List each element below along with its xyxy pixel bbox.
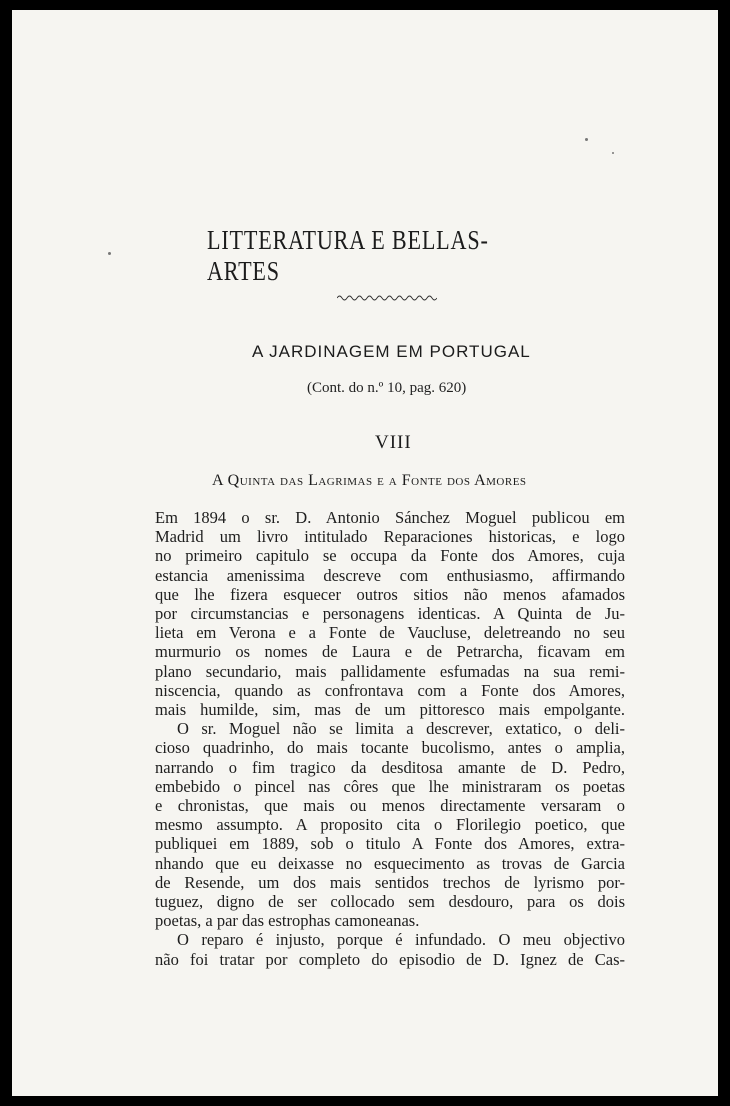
body-line: estancia amenissima descreve com enthusiasmo, affirmando — [155, 565, 625, 585]
body-line: mesmo assumpto. A proposito cita o Florilegio poetico, que — [155, 815, 625, 835]
chapter-number: VIII — [375, 432, 412, 453]
body-line: O reparo é injusto, porque é infundado. O meu objectivo — [177, 930, 625, 950]
body-line: não foi tratar por completo do episodio de D. Ignez de Cas- — [155, 949, 625, 969]
chapter-subtitle: A Quinta das Lagrimas e a Fonte dos Amores — [212, 472, 527, 489]
body-text — [155, 508, 625, 969]
body-line: embebido o pincel nas côres que lhe ministraram os poetas — [155, 776, 625, 796]
body-line: e chronistas, que mais ou menos directamente versaram o — [155, 796, 625, 816]
body-line: narrando o fim tragico da desditosa amante de D. Pedro, — [155, 757, 625, 777]
body-line: no primeiro capitulo se occupa da Fonte dos Amores, cuja — [155, 546, 625, 566]
scanned-page — [12, 10, 718, 1096]
body-line: mais humilde, sim, mas de um pittoresco mais empolgante. — [155, 700, 625, 720]
body-line: O sr. Moguel não se limita a descrever, extatico, o deli- — [177, 719, 625, 739]
body-line: plano secundario, mais pallidamente esfumadas na sua remi- — [155, 661, 625, 681]
body-line: lieta em Verona e a Fonte de Vaucluse, deletreando no seu — [155, 623, 625, 643]
body-line: Madrid um livro intitulado Reparaciones historicas, e logo — [155, 527, 625, 547]
body-line: nhando que eu deixasse no esquecimento as trovas de Garcia — [155, 853, 625, 873]
body-line: Em 1894 o sr. D. Antonio Sánchez Moguel publicou em — [155, 508, 625, 527]
article-title: A JARDINAGEM EM PORTUGAL — [252, 342, 531, 361]
body-line: cioso quadrinho, do mais tocante bucolismo, antes o amplia, — [155, 738, 625, 758]
body-line: tuguez, digno de ser collocado sem desdouro, para os dois — [155, 892, 625, 912]
body-line: por circumstancias e personagens identicas. A Quinta de Ju- — [155, 604, 625, 624]
paper-speck — [612, 152, 614, 154]
body-line: murmurio os nomes de Laura e de Petrarcha, ficavam em — [155, 642, 625, 662]
paper-speck — [108, 252, 111, 255]
paper-speck — [585, 138, 588, 141]
ornament-divider — [337, 294, 437, 302]
continuation-note: (Cont. do n.º 10, pag. 620) — [307, 380, 467, 396]
body-line: de Resende, um dos mais sentidos trechos de lyrismo por- — [155, 872, 625, 892]
section-title: LITTERATURA E BELLAS-ARTES — [207, 225, 489, 286]
body-line: niscencia, quando as confrontava com a Fonte dos Amores, — [155, 680, 625, 700]
body-line: publiquei em 1889, sob o titulo A Fonte dos Amores, extra- — [155, 834, 625, 854]
body-line: poetas, a par das estrophas camoneanas. — [155, 911, 420, 931]
body-line: que lhe fizera esquecer outros sitios não menos afamados — [155, 584, 625, 604]
